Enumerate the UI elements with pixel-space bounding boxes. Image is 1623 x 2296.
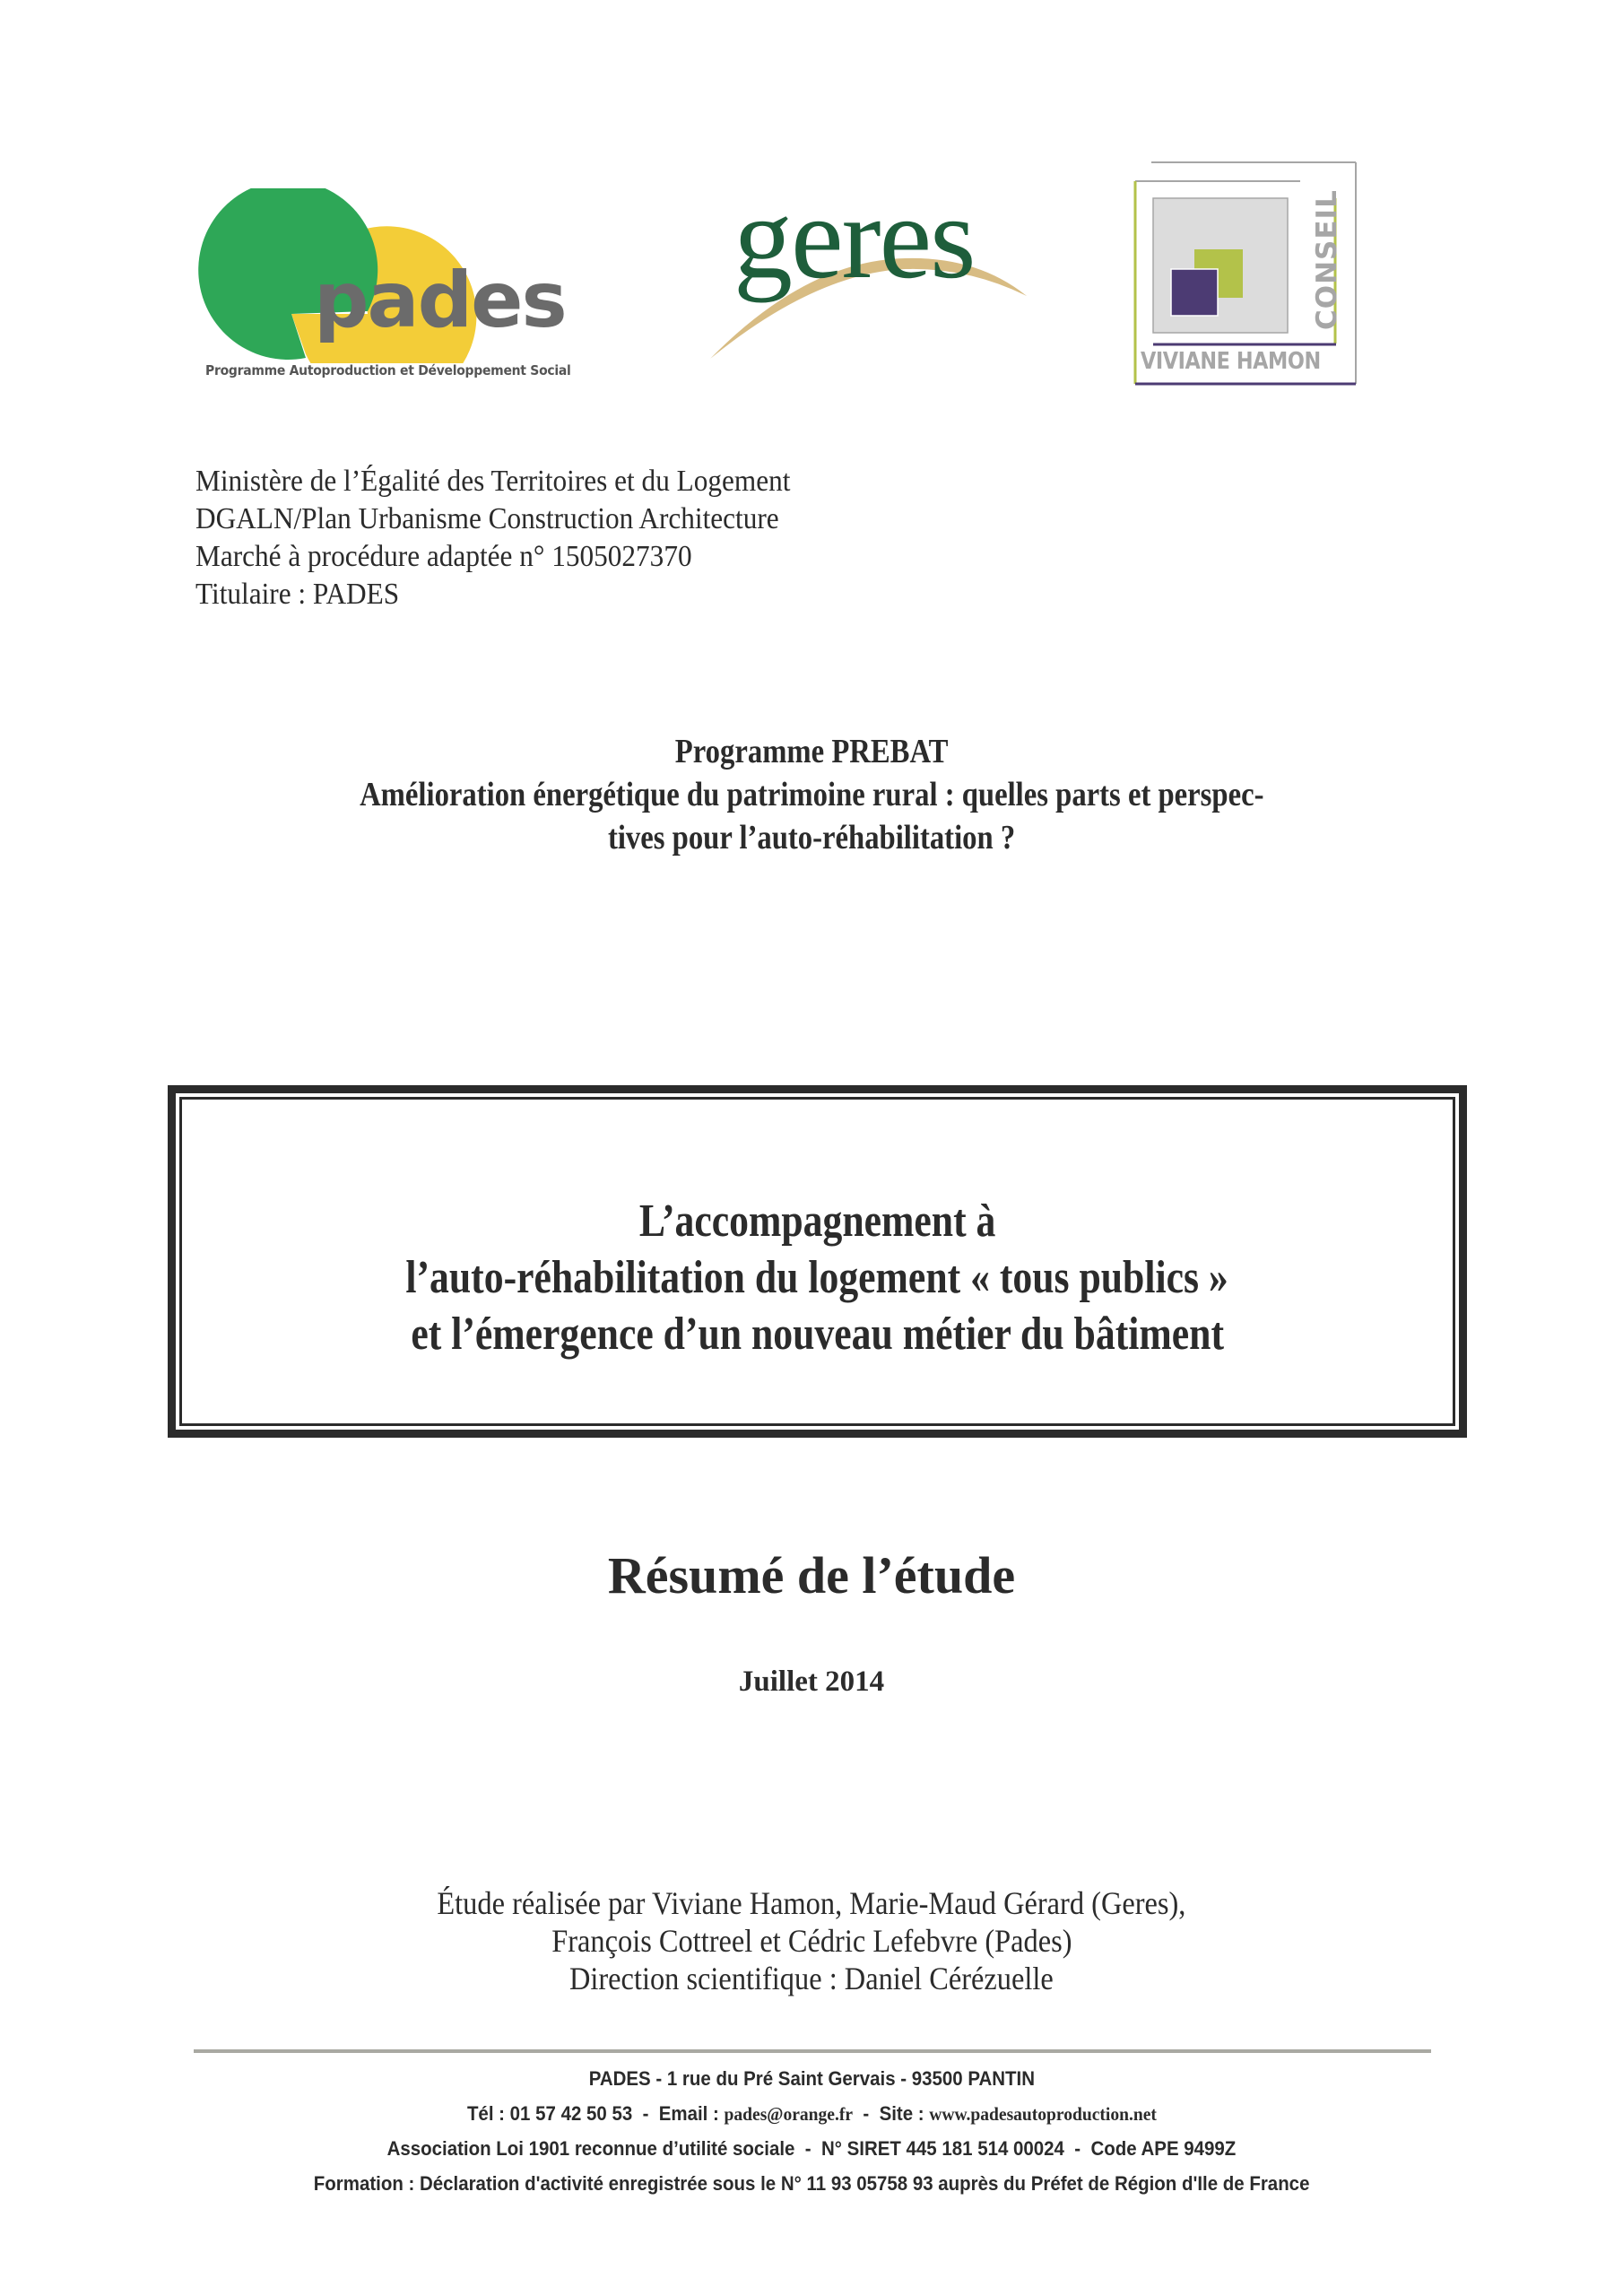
footer-formation: Formation : Déclaration d'activité enregistrée sous le N° 11 93 05758 93 auprès du Préfet de Région d'Ile de France: [313, 2172, 1310, 2195]
authors-line-1: Étude réalisée par Viviane Hamon, Marie-Maud Gérard (Geres),: [437, 1885, 1186, 1921]
pades-wordmark: pades: [314, 256, 566, 345]
title-box-content: [186, 1103, 1449, 1420]
footer-association: Association Loi 1901 reconnue d’utilité sociale - N° SIRET 445 181 514 00024 - Code APE 9499Z: [386, 2137, 1237, 2160]
ministry-line: Ministère de l’Égalité des Territoires et du Logement: [195, 465, 791, 498]
footer-tel-label: Tél : 01 57 42 50 53 - Email :: [466, 2102, 725, 2125]
document-title: [186, 1193, 1449, 1362]
programme-subtitle-line-2: tives pour l’auto-réhabilitation ?: [607, 819, 1016, 857]
viviane-hamon-logo: [1132, 160, 1369, 388]
title-line-2: l’auto-réhabilitation du logement « tous publics »: [405, 1252, 1229, 1303]
title-box: [168, 1085, 1467, 1438]
authors-block: [161, 1884, 1462, 1997]
directorate-line: DGALN/Plan Urbanisme Construction Architecture: [195, 502, 779, 535]
geres-logo: [699, 171, 1040, 372]
footer-contact: [467, 2096, 1157, 2132]
footer-divider: [194, 2049, 1431, 2053]
geres-wordmark: geres: [733, 171, 975, 303]
publication-date: Juillet 2014: [738, 1665, 885, 1698]
title-line-1: L’accompagnement à: [638, 1196, 996, 1247]
footer-address: PADES - 1 rue du Pré Saint Gervais - 93500 PANTIN: [588, 2067, 1035, 2090]
ministry-block: [195, 463, 1002, 613]
holder-line: Titulaire : PADES: [195, 578, 400, 611]
footer-site-label: - Site :: [852, 2102, 929, 2125]
summary-heading: Résumé de l’étude: [607, 1546, 1016, 1605]
footer-site-link[interactable]: www.padesautoproduction.net: [928, 2103, 1157, 2125]
scientific-direction: Direction scientifique : Daniel Cérézuelle: [569, 1961, 1054, 1996]
viviane-hamon-name: VIVIANE HAMON: [1141, 348, 1321, 375]
footer-email-link[interactable]: pades@orange.fr: [724, 2103, 853, 2125]
authors-line-2: François Cottreel et Cédric Lefebvre (Pades): [551, 1923, 1072, 1959]
programme-subtitle-line-1: Amélioration énergétique du patrimoine rural : quelles parts et perspec-: [359, 776, 1264, 813]
programme-block: [161, 730, 1462, 859]
contract-line: Marché à procédure adaptée n° 1505027370: [195, 540, 692, 573]
programme-heading: Programme PREBAT: [674, 733, 949, 770]
footer: [161, 2061, 1462, 2201]
pades-tagline: Programme Autoproduction et Développement Social: [205, 362, 571, 378]
title-line-3: et l’émergence d’un nouveau métier du bâtiment: [411, 1309, 1224, 1360]
pades-logo: [193, 188, 578, 390]
conseil-vertical-text: CONSEIL: [1311, 189, 1343, 330]
